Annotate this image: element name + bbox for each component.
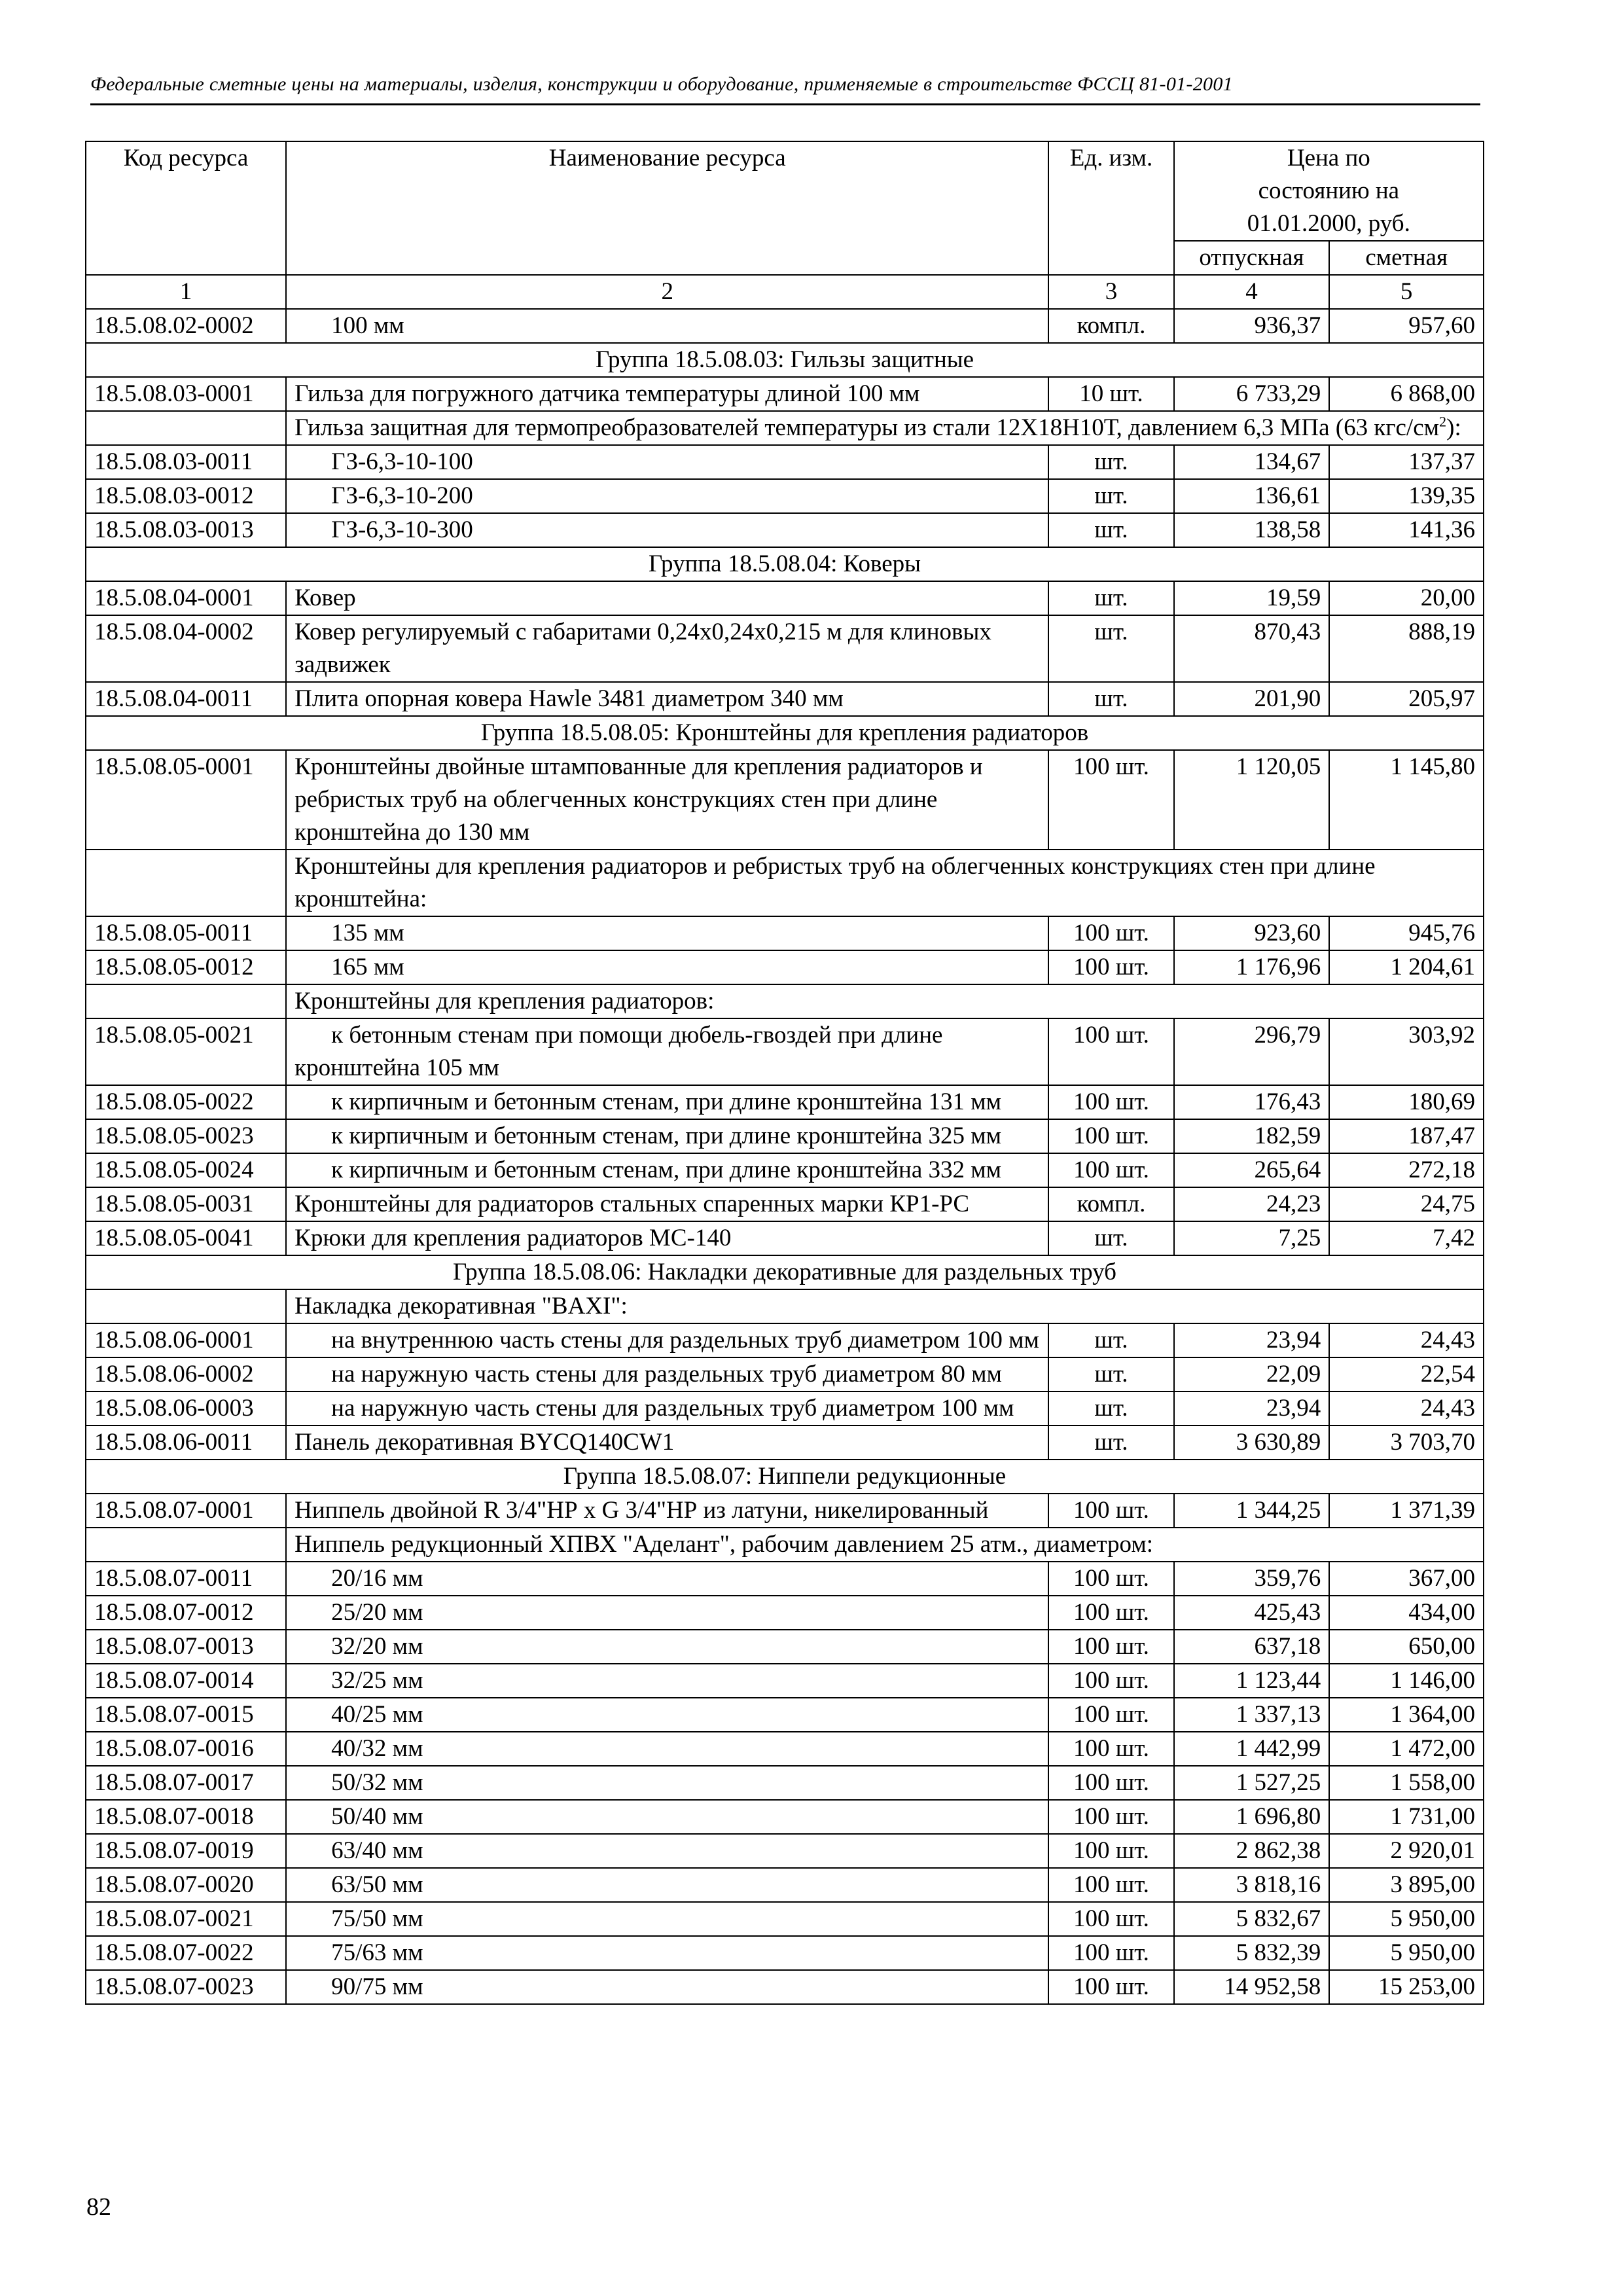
resource-name: 40/25 мм (286, 1698, 1048, 1732)
subheading-row (86, 984, 1484, 1018)
table-row (86, 1800, 1484, 1834)
estimate-price: 20,00 (1329, 581, 1484, 615)
resource-code: 18.5.08.02-0002 (86, 309, 286, 343)
subheading-row (86, 411, 1484, 445)
resource-name: ГЗ-6,3-10-300 (286, 513, 1048, 547)
release-price: 138,58 (1174, 513, 1330, 547)
estimate-price: 141,36 (1329, 513, 1484, 547)
estimate-price: 6 868,00 (1329, 377, 1484, 411)
table-row (86, 1902, 1484, 1936)
table-row (86, 1153, 1484, 1187)
group-title: Группа 18.5.08.07: Ниппели редукционные (86, 1460, 1484, 1494)
resource-code: 18.5.08.07-0015 (86, 1698, 286, 1732)
estimate-price: 22,54 (1329, 1357, 1484, 1391)
unit-cell: 100 шт. (1048, 1868, 1173, 1902)
subheading-text (286, 411, 1484, 445)
resource-code: 18.5.08.07-0001 (86, 1494, 286, 1528)
unit-cell: 100 шт. (1048, 950, 1173, 984)
header-release: отпускная (1174, 241, 1330, 275)
estimate-price: 139,35 (1329, 479, 1484, 513)
release-price: 425,43 (1174, 1596, 1330, 1630)
resource-name: 32/25 мм (286, 1664, 1048, 1698)
header-name: Наименование ресурса (286, 141, 1048, 275)
unit-cell: 100 шт. (1048, 1902, 1173, 1936)
subheading-text (286, 984, 1484, 1018)
resource-name: 90/75 мм (286, 1970, 1048, 2004)
header-code: Код ресурса (86, 141, 286, 275)
header-unit: Ед. изм. (1048, 141, 1173, 275)
col-number: 1 (86, 275, 286, 309)
estimate-price: 5 950,00 (1329, 1902, 1484, 1936)
estimate-price: 137,37 (1329, 445, 1484, 479)
table-row (86, 1664, 1484, 1698)
unit-cell: 100 шт. (1048, 1698, 1173, 1732)
unit-cell: 100 шт. (1048, 1936, 1173, 1970)
resource-code: 18.5.08.06-0003 (86, 1391, 286, 1426)
resource-name: 63/40 мм (286, 1834, 1048, 1868)
estimate-price: 367,00 (1329, 1562, 1484, 1596)
release-price: 637,18 (1174, 1630, 1330, 1664)
resource-code: 18.5.08.03-0001 (86, 377, 286, 411)
group-row (86, 1255, 1484, 1289)
resource-code: 18.5.08.07-0014 (86, 1664, 286, 1698)
release-price: 936,37 (1174, 309, 1330, 343)
col-number: 4 (1174, 275, 1330, 309)
group-row (86, 1460, 1484, 1494)
release-price: 5 832,67 (1174, 1902, 1330, 1936)
unit-cell: шт. (1048, 1391, 1173, 1426)
release-price: 5 832,39 (1174, 1936, 1330, 1970)
release-price: 1 120,05 (1174, 750, 1330, 850)
estimate-price: 24,43 (1329, 1323, 1484, 1357)
estimate-price: 303,92 (1329, 1018, 1484, 1085)
subheading-label: Накладка декоративная "BAXI": (294, 1293, 628, 1319)
empty-cell (86, 1528, 286, 1562)
resource-name: к бетонным стенам при помощи дюбель-гвоздей при длине кронштейна 105 мм (286, 1018, 1048, 1085)
release-price: 136,61 (1174, 479, 1330, 513)
estimate-price: 180,69 (1329, 1085, 1484, 1119)
estimate-price: 24,43 (1329, 1391, 1484, 1426)
release-price: 870,43 (1174, 615, 1330, 682)
resource-code: 18.5.08.05-0012 (86, 950, 286, 984)
table-row (86, 1732, 1484, 1766)
resource-name: 75/63 мм (286, 1936, 1048, 1970)
estimate-price: 888,19 (1329, 615, 1484, 682)
resource-name: ГЗ-6,3-10-200 (286, 479, 1048, 513)
unit-cell: 10 шт. (1048, 377, 1173, 411)
empty-cell (86, 1289, 286, 1323)
release-price: 296,79 (1174, 1018, 1330, 1085)
table-row (86, 1562, 1484, 1596)
header-estimate: сметная (1329, 241, 1484, 275)
table-row (86, 1391, 1484, 1426)
resource-name: 32/20 мм (286, 1630, 1048, 1664)
resource-code: 18.5.08.07-0023 (86, 1970, 286, 2004)
release-price: 265,64 (1174, 1153, 1330, 1187)
release-price: 134,67 (1174, 445, 1330, 479)
resource-name: 63/50 мм (286, 1868, 1048, 1902)
resource-code: 18.5.08.07-0020 (86, 1868, 286, 1902)
release-price: 19,59 (1174, 581, 1330, 615)
unit-cell: 100 шт. (1048, 1119, 1173, 1153)
unit-cell: 100 шт. (1048, 1494, 1173, 1528)
estimate-price: 1 204,61 (1329, 950, 1484, 984)
resource-name: 50/40 мм (286, 1800, 1048, 1834)
release-price: 3 818,16 (1174, 1868, 1330, 1902)
resource-name: Панель декоративная BYCQ140CW1 (286, 1426, 1048, 1460)
subheading-text (286, 1528, 1484, 1562)
table-row (86, 1323, 1484, 1357)
estimate-price: 434,00 (1329, 1596, 1484, 1630)
release-price: 1 344,25 (1174, 1494, 1330, 1528)
table-row (86, 682, 1484, 716)
resource-name: 100 мм (286, 309, 1048, 343)
release-price: 1 696,80 (1174, 1800, 1330, 1834)
resource-name: 20/16 мм (286, 1562, 1048, 1596)
resource-name: Ковер регулируемый с габаритами 0,24х0,24х0,215 м для клиновых задвижек (286, 615, 1048, 682)
unit-cell: шт. (1048, 513, 1173, 547)
resource-code: 18.5.08.05-0021 (86, 1018, 286, 1085)
table-row (86, 750, 1484, 850)
resource-name: на наружную часть стены для раздельных труб диаметром 80 мм (286, 1357, 1048, 1391)
estimate-price: 24,75 (1329, 1187, 1484, 1221)
resource-code: 18.5.08.05-0001 (86, 750, 286, 850)
estimate-price: 650,00 (1329, 1630, 1484, 1664)
resource-name: 165 мм (286, 950, 1048, 984)
resource-name: Крюки для крепления радиаторов МС-140 (286, 1221, 1048, 1255)
release-price: 14 952,58 (1174, 1970, 1330, 2004)
table-header (86, 141, 1484, 309)
estimate-price: 1 364,00 (1329, 1698, 1484, 1732)
subheading-text (286, 1289, 1484, 1323)
resource-code: 18.5.08.05-0024 (86, 1153, 286, 1187)
estimate-price: 1 145,80 (1329, 750, 1484, 850)
table-row (86, 581, 1484, 615)
table-row (86, 1766, 1484, 1800)
resource-name: Гильза для погружного датчика температуры длиной 100 мм (286, 377, 1048, 411)
resource-code: 18.5.08.06-0011 (86, 1426, 286, 1460)
empty-cell (86, 850, 286, 916)
estimate-price: 7,42 (1329, 1221, 1484, 1255)
table-row (86, 513, 1484, 547)
release-price: 24,23 (1174, 1187, 1330, 1221)
unit-cell: шт. (1048, 682, 1173, 716)
table-row (86, 1834, 1484, 1868)
resource-code: 18.5.08.07-0012 (86, 1596, 286, 1630)
subheading-row (86, 1289, 1484, 1323)
resource-code: 18.5.08.04-0001 (86, 581, 286, 615)
resource-code: 18.5.08.07-0017 (86, 1766, 286, 1800)
unit-cell: 100 шт. (1048, 1085, 1173, 1119)
release-price: 1 337,13 (1174, 1698, 1330, 1732)
subheading-label: Гильза защитная для термопреобразователей температуры из стали 12Х18Н10Т, давлением 6,3 МПа (63 кгс/см (294, 414, 1440, 441)
col-number: 5 (1329, 275, 1484, 309)
unit-cell: 100 шт. (1048, 916, 1173, 950)
table-row (86, 1494, 1484, 1528)
estimate-price: 945,76 (1329, 916, 1484, 950)
release-price: 2 862,38 (1174, 1834, 1330, 1868)
release-price: 1 123,44 (1174, 1664, 1330, 1698)
subheading-label: Ниппель редукционный ХПВХ "Аделант", рабочим давлением 25 атм., диаметром: (294, 1531, 1154, 1558)
release-price: 1 442,99 (1174, 1732, 1330, 1766)
unit-cell: 100 шт. (1048, 1153, 1173, 1187)
estimate-price: 1 731,00 (1329, 1800, 1484, 1834)
subheading-row (86, 1528, 1484, 1562)
estimate-price: 3 895,00 (1329, 1868, 1484, 1902)
estimate-price: 1 371,39 (1329, 1494, 1484, 1528)
resource-name: к кирпичным и бетонным стенам, при длине кронштейна 131 мм (286, 1085, 1048, 1119)
estimate-price: 5 950,00 (1329, 1936, 1484, 1970)
subheading-row (86, 850, 1484, 916)
estimate-price: 205,97 (1329, 682, 1484, 716)
resource-code: 18.5.08.04-0002 (86, 615, 286, 682)
resource-code: 18.5.08.07-0022 (86, 1936, 286, 1970)
subheading-label: Кронштейны для крепления радиаторов и ребристых труб на облегченных конструкциях стен при длине кронштейна: (294, 853, 1376, 912)
estimate-price: 272,18 (1329, 1153, 1484, 1187)
release-price: 1 176,96 (1174, 950, 1330, 984)
empty-cell (86, 411, 286, 445)
col-number: 3 (1048, 275, 1173, 309)
page-number: 82 (86, 2193, 111, 2221)
resource-code: 18.5.08.05-0031 (86, 1187, 286, 1221)
group-title: Группа 18.5.08.04: Коверы (86, 547, 1484, 581)
table-row (86, 1698, 1484, 1732)
resource-code: 18.5.08.07-0019 (86, 1834, 286, 1868)
resource-name: 50/32 мм (286, 1766, 1048, 1800)
header-price: Цена по состоянию на 01.01.2000, руб. (1174, 141, 1484, 241)
table-row (86, 1119, 1484, 1153)
group-row (86, 547, 1484, 581)
resource-code: 18.5.08.07-0013 (86, 1630, 286, 1664)
resource-name: Кронштейны двойные штампованные для крепления радиаторов и ребристых труб на облегченных конструкциях стен при длине кронштейна до 130 мм (286, 750, 1048, 850)
table-row (86, 1936, 1484, 1970)
col-number: 2 (286, 275, 1048, 309)
estimate-price: 15 253,00 (1329, 1970, 1484, 2004)
resource-code: 18.5.08.07-0018 (86, 1800, 286, 1834)
estimate-price: 2 920,01 (1329, 1834, 1484, 1868)
unit-cell: шт. (1048, 1426, 1173, 1460)
resource-name: 75/50 мм (286, 1902, 1048, 1936)
estimate-price: 957,60 (1329, 309, 1484, 343)
unit-cell: 100 шт. (1048, 1018, 1173, 1085)
resource-code: 18.5.08.06-0002 (86, 1357, 286, 1391)
unit-cell: 100 шт. (1048, 1766, 1173, 1800)
release-price: 1 527,25 (1174, 1766, 1330, 1800)
estimate-price: 1 472,00 (1329, 1732, 1484, 1766)
resource-code: 18.5.08.05-0041 (86, 1221, 286, 1255)
superscript: 2 (1439, 413, 1447, 430)
table-row (86, 1426, 1484, 1460)
release-price: 7,25 (1174, 1221, 1330, 1255)
resource-name: Ниппель двойной R 3/4"НР х G 3/4"НР из латуни, никелированный (286, 1494, 1048, 1528)
release-price: 182,59 (1174, 1119, 1330, 1153)
group-row (86, 343, 1484, 377)
empty-cell (86, 984, 286, 1018)
unit-cell: компл. (1048, 309, 1173, 343)
estimate-price: 1 146,00 (1329, 1664, 1484, 1698)
table-row (86, 1630, 1484, 1664)
table-row (86, 377, 1484, 411)
unit-cell: 100 шт. (1048, 1800, 1173, 1834)
unit-cell: 100 шт. (1048, 1664, 1173, 1698)
release-price: 923,60 (1174, 916, 1330, 950)
group-row (86, 716, 1484, 750)
group-title: Группа 18.5.08.05: Кронштейны для крепления радиаторов (86, 716, 1484, 750)
release-price: 359,76 (1174, 1562, 1330, 1596)
resource-name: на внутреннюю часть стены для раздельных труб диаметром 100 мм (286, 1323, 1048, 1357)
subheading-text (286, 850, 1484, 916)
unit-cell: 100 шт. (1048, 1834, 1173, 1868)
table-row (86, 479, 1484, 513)
table-row (86, 1357, 1484, 1391)
resource-name: Ковер (286, 581, 1048, 615)
table-row (86, 1085, 1484, 1119)
resource-name: к кирпичным и бетонным стенам, при длине кронштейна 325 мм (286, 1119, 1048, 1153)
release-price: 6 733,29 (1174, 377, 1330, 411)
table-row (86, 1187, 1484, 1221)
resource-code: 18.5.08.07-0016 (86, 1732, 286, 1766)
resource-name: 40/32 мм (286, 1732, 1048, 1766)
group-title: Группа 18.5.08.03: Гильзы защитные (86, 343, 1484, 377)
release-price: 22,09 (1174, 1357, 1330, 1391)
resource-code: 18.5.08.04-0011 (86, 682, 286, 716)
unit-cell: 100 шт. (1048, 750, 1173, 850)
table-row (86, 309, 1484, 343)
unit-cell: шт. (1048, 615, 1173, 682)
unit-cell: 100 шт. (1048, 1732, 1173, 1766)
estimate-price: 1 558,00 (1329, 1766, 1484, 1800)
resource-code: 18.5.08.03-0012 (86, 479, 286, 513)
resource-name: 25/20 мм (286, 1596, 1048, 1630)
table-body (86, 309, 1484, 2004)
resource-name: Плита опорная ковера Hawle 3481 диаметром 340 мм (286, 682, 1048, 716)
table-row (86, 1868, 1484, 1902)
table-row (86, 615, 1484, 682)
table-row (86, 1221, 1484, 1255)
table-row (86, 916, 1484, 950)
unit-cell: 100 шт. (1048, 1630, 1173, 1664)
unit-cell: шт. (1048, 1357, 1173, 1391)
table-row (86, 1018, 1484, 1085)
table-row (86, 950, 1484, 984)
unit-cell: шт. (1048, 1221, 1173, 1255)
release-price: 23,94 (1174, 1323, 1330, 1357)
resource-code: 18.5.08.03-0013 (86, 513, 286, 547)
release-price: 176,43 (1174, 1085, 1330, 1119)
running-head-rule (90, 103, 1480, 105)
table-row (86, 1596, 1484, 1630)
unit-cell: шт. (1048, 445, 1173, 479)
unit-cell: 100 шт. (1048, 1562, 1173, 1596)
table-row (86, 1970, 1484, 2004)
resource-name: ГЗ-6,3-10-100 (286, 445, 1048, 479)
resource-name: к кирпичным и бетонным стенам, при длине кронштейна 332 мм (286, 1153, 1048, 1187)
release-price: 201,90 (1174, 682, 1330, 716)
estimate-price: 3 703,70 (1329, 1426, 1484, 1460)
resource-name: на наружную часть стены для раздельных труб диаметром 100 мм (286, 1391, 1048, 1426)
unit-cell: шт. (1048, 479, 1173, 513)
resource-code: 18.5.08.05-0023 (86, 1119, 286, 1153)
estimate-price: 187,47 (1329, 1119, 1484, 1153)
group-title: Группа 18.5.08.06: Накладки декоративные для раздельных труб (86, 1255, 1484, 1289)
release-price: 23,94 (1174, 1391, 1330, 1426)
table-row (86, 445, 1484, 479)
unit-cell: компл. (1048, 1187, 1173, 1221)
unit-cell: шт. (1048, 581, 1173, 615)
resource-code: 18.5.08.03-0011 (86, 445, 286, 479)
resource-code: 18.5.08.07-0011 (86, 1562, 286, 1596)
release-price: 3 630,89 (1174, 1426, 1330, 1460)
resource-name: 135 мм (286, 916, 1048, 950)
resource-code: 18.5.08.07-0021 (86, 1902, 286, 1936)
subheading-label: Кронштейны для крепления радиаторов: (294, 988, 715, 1014)
running-head: Федеральные сметные цены на материалы, изделия, конструкции и оборудование, применяемые в строительстве ФССЦ 81-01-2001 (90, 73, 1233, 95)
price-table (85, 141, 1484, 2005)
resource-code: 18.5.08.05-0011 (86, 916, 286, 950)
resource-code: 18.5.08.06-0001 (86, 1323, 286, 1357)
unit-cell: 100 шт. (1048, 1970, 1173, 2004)
unit-cell: 100 шт. (1048, 1596, 1173, 1630)
resource-code: 18.5.08.05-0022 (86, 1085, 286, 1119)
resource-name: Кронштейны для радиаторов стальных спаренных марки КР1-РС (286, 1187, 1048, 1221)
unit-cell: шт. (1048, 1323, 1173, 1357)
subheading-tail: ): (1446, 414, 1461, 441)
